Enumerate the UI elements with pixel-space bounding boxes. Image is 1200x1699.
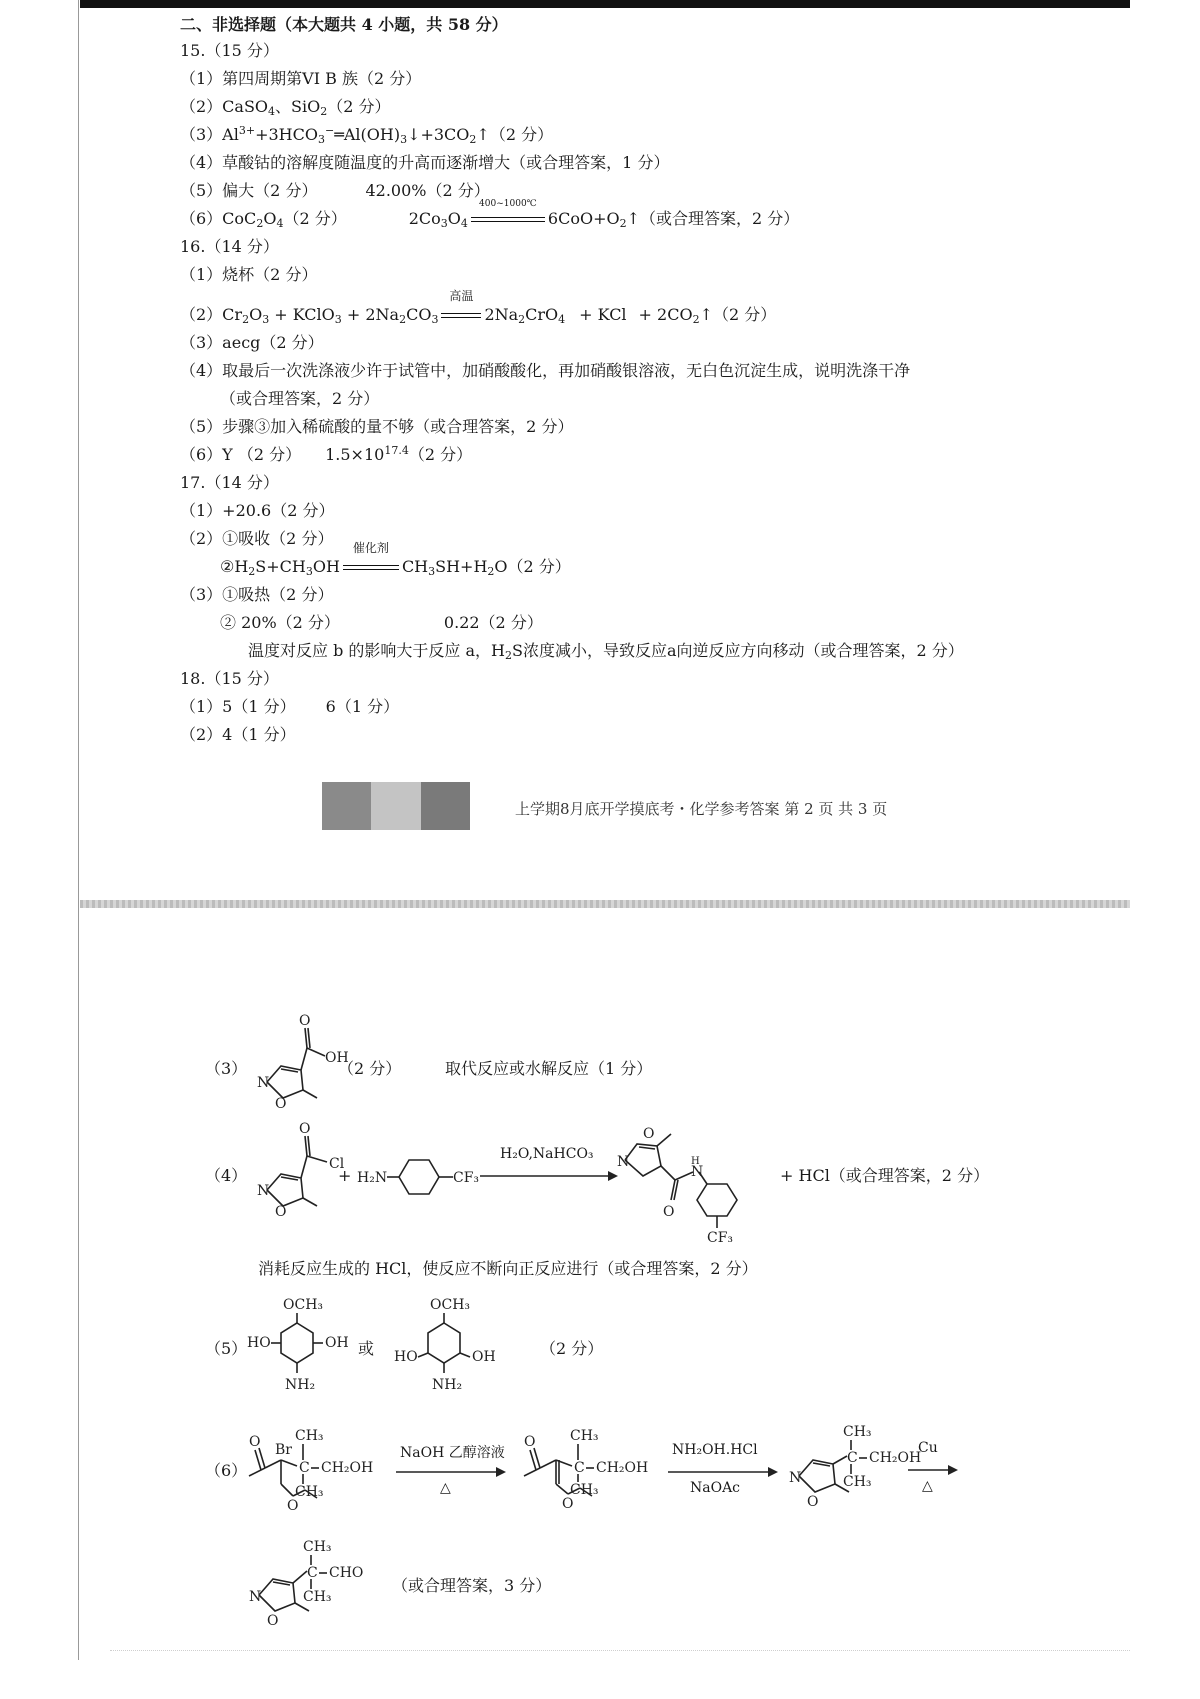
q16-answer-6: （6）Y （2 分） $1.5\times 10^{17.4}(2$ 分） [180, 444, 473, 464]
q18-6-enol-ether [520, 1418, 670, 1518]
q18-5-number: （5） [205, 1339, 248, 1358]
svg-text:CH₃: CH₃ [303, 1539, 332, 1555]
q15-answer-2: （2）CaSO$_4$、SiO$_2$（2 分） [180, 97, 391, 118]
q17-answer-1: （1）+20.6（2 分） [180, 501, 335, 520]
svg-text:N: N [249, 1589, 262, 1605]
svg-text:CH₃: CH₃ [570, 1482, 599, 1498]
svg-text:N: N [257, 1183, 270, 1199]
section-header: 二、非选择题（本大题共 4 小题，共 58 分） [180, 15, 508, 34]
q18-4-aniline [355, 1146, 495, 1206]
q18-4-amide-product [615, 1120, 775, 1246]
svg-text:NH₂: NH₂ [432, 1377, 463, 1393]
svg-text:N: N [257, 1075, 270, 1091]
q18-title: 18.（15 分） [180, 669, 279, 688]
q18-6-tail: （或合理答案，3 分） [392, 1576, 552, 1595]
q17-answer-2: （2）①吸收（2 分） [180, 529, 334, 548]
q16-title: 16.（14 分） [180, 237, 279, 256]
q18-6-cond-3b: △ [922, 1478, 933, 1494]
q18-6-arrow-2 [668, 1462, 778, 1482]
q18-5-or: 或 [358, 1339, 375, 1358]
q18-3-reaction-type: 取代反应或水解反应（1 分） [445, 1059, 653, 1078]
svg-text:HO: HO [394, 1349, 418, 1365]
svg-text:OH: OH [325, 1050, 349, 1066]
q18-5-isomer-2 [392, 1295, 502, 1395]
footer-decoration [322, 782, 470, 830]
q18-5-isomer-1 [245, 1295, 355, 1395]
q18-6-cond-2b: NaOAc [690, 1480, 741, 1496]
svg-text:N: N [617, 1154, 630, 1170]
page-divider [80, 900, 1130, 908]
svg-text:Cl: Cl [329, 1156, 345, 1172]
svg-text:CH₃: CH₃ [843, 1424, 872, 1440]
svg-text:O: O [249, 1434, 261, 1450]
svg-text:O: O [275, 1204, 287, 1220]
svg-text:O: O [524, 1434, 536, 1450]
q18-3-number: （3） [205, 1059, 248, 1078]
svg-text:O: O [663, 1204, 675, 1220]
q16-answer-4: （4）取最后一次洗涤液少许于试管中，加硝酸酸化，再加硝酸银溶液，无白色沉淀生成，说明洗涤干净 [180, 361, 911, 380]
bottom-rule [110, 1650, 1130, 1652]
q18-6-final-aldehyde [245, 1525, 405, 1635]
q18-6-arrow-3 [908, 1460, 958, 1480]
svg-text:O: O [807, 1494, 819, 1510]
q15-title: 15.（15 分） [180, 41, 279, 60]
svg-text:N: N [789, 1470, 802, 1486]
svg-text:CH₃: CH₃ [570, 1428, 599, 1444]
q17-answer-2-eq: $②H_2S+CH_3OH$ 催化剂 $CH_3SH+H_2O(2$ 分） [220, 541, 571, 578]
q18-answer-2: （2）4（1 分） [180, 725, 296, 744]
q18-answer-1: （1）5（1 分） 6（1 分） [180, 697, 400, 716]
svg-text:H₂N: H₂N [357, 1170, 388, 1186]
svg-text:O: O [299, 1013, 311, 1029]
q18-4-number: （4） [205, 1166, 248, 1185]
q18-6-bromo-substrate [245, 1420, 395, 1520]
q17-answer-3b: ② 20%（2 分） 0.22（2 分） [220, 613, 543, 632]
svg-text:Br: Br [275, 1442, 292, 1458]
svg-text:O: O [275, 1096, 287, 1112]
svg-text:N: N [691, 1164, 704, 1180]
q18-6-number: （6） [205, 1461, 248, 1480]
svg-text:CH₂OH: CH₂OH [869, 1450, 922, 1466]
svg-text:O: O [299, 1121, 311, 1137]
q15-answer-4: （4）草酸钴的溶解度随温度的升高而逐渐增大（或合理答案，1 分） [180, 153, 670, 172]
q17-answer-3c: 温度对反应 b 的影响大于反应 a，$H_2S$浓度减小，导致反应a向逆反应方向移动（或合理答案，2 分） [248, 641, 964, 662]
q15-answer-6: $(6)CoC_2O_4(2$ 分） $2Co_3O_4$ 400~1000℃ $6CoO+O_2↑$（或合理答案，2 分） [180, 199, 800, 230]
svg-text:O: O [267, 1613, 279, 1629]
footer-block-2 [371, 782, 420, 830]
svg-text:HO: HO [247, 1335, 271, 1351]
q16-answer-3: （3）aecg（2 分） [180, 333, 324, 352]
q15-answer-3: $(3)Al^{3+}+3HCO_3^-═Al(OH)_3↓+3CO_2↑(2$ 分） [180, 124, 554, 146]
top-border [80, 0, 1130, 8]
svg-text:CH₃: CH₃ [295, 1484, 324, 1500]
q18-4-tail: + HCl（或合理答案，2 分） [780, 1166, 990, 1185]
svg-text:OH: OH [472, 1349, 496, 1365]
svg-text:C: C [299, 1460, 310, 1476]
page-footer: 上学期8月底开学摸底考・化学参考答案 第 2 页 共 3 页 [515, 800, 888, 818]
q18-4-note: 消耗反应生成的 HCl，使反应不断向正反应进行（或合理答案，2 分） [258, 1259, 758, 1278]
svg-text:H: H [691, 1156, 700, 1167]
svg-text:C: C [307, 1565, 318, 1581]
q16-answer-4-cont: （或合理答案，2 分） [220, 389, 380, 408]
q15-answer-5: （5）偏大（2 分） 42.00%（2 分） [180, 181, 490, 200]
svg-text:CH₃: CH₃ [843, 1474, 872, 1490]
q16-answer-1: （1）烧杯（2 分） [180, 265, 318, 284]
q18-4-condition: H₂O,NaHCO₃ [500, 1146, 594, 1162]
q18-5-score: （2 分） [540, 1339, 604, 1358]
svg-text:CH₃: CH₃ [295, 1428, 324, 1444]
q17-answer-3: （3）①吸热（2 分） [180, 585, 334, 604]
svg-text:C: C [574, 1460, 585, 1476]
svg-text:O: O [562, 1496, 574, 1512]
svg-text:NH₂: NH₂ [285, 1377, 316, 1393]
q18-6-cond-1b: △ [440, 1480, 451, 1496]
q17-title: 17.（14 分） [180, 473, 279, 492]
svg-text:OCH₃: OCH₃ [430, 1297, 471, 1313]
q18-6-cond-1: NaOH 乙醇溶液 [400, 1445, 505, 1461]
svg-text:CF₃: CF₃ [453, 1170, 480, 1186]
footer-block-3 [421, 782, 470, 830]
q18-6-cond-3: Cu [918, 1440, 938, 1456]
left-margin-rule [78, 0, 79, 1660]
svg-text:CH₂OH: CH₂OH [596, 1460, 649, 1476]
footer-block-1 [322, 782, 371, 830]
q18-3-structure [245, 1010, 355, 1112]
q18-6-cond-2: NH₂OH.HCl [672, 1442, 758, 1458]
svg-text:O: O [287, 1498, 299, 1514]
q18-4-plus: + [338, 1166, 352, 1185]
q18-6-arrow-1 [396, 1462, 506, 1482]
q15-answer-1: （1）第四周期第VI B 族（2 分） [180, 69, 422, 88]
svg-text:CH₃: CH₃ [303, 1589, 332, 1605]
svg-text:CF₃: CF₃ [707, 1230, 734, 1246]
svg-text:OH: OH [325, 1335, 349, 1351]
q18-4-acyl-chloride [245, 1118, 355, 1220]
svg-text:CHO: CHO [329, 1565, 364, 1581]
q18-4-arrow [480, 1166, 620, 1186]
q16-answer-5: （5）步骤③加入稀硫酸的量不够（或合理答案，2 分） [180, 417, 574, 436]
q18-3-score: （2 分） [338, 1059, 402, 1078]
svg-text:CH₂OH: CH₂OH [321, 1460, 374, 1476]
q16-answer-2: $(2)Cr_2O_3$ + KClO$_3$ + $2Na_2CO_3$ 高温 $2Na_2CrO_4$ + KCl + $2CO_2↑(2$ 分） [180, 289, 777, 326]
svg-text:OCH₃: OCH₃ [283, 1297, 324, 1313]
svg-text:O: O [643, 1126, 655, 1142]
svg-text:C: C [847, 1450, 858, 1466]
